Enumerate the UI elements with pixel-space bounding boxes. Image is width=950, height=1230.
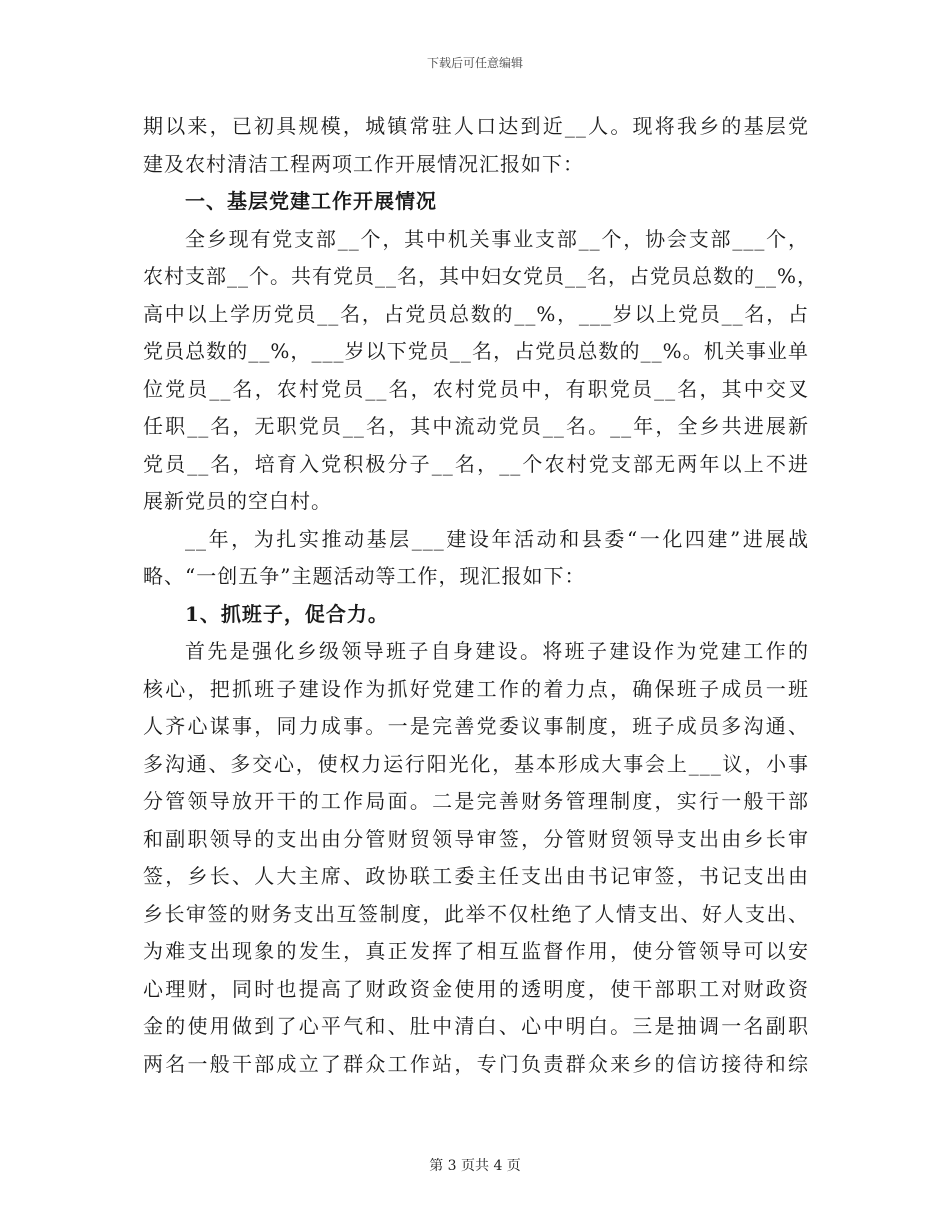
text-line: 为难支出现象的发生，真正发挥了相互监督作用，使分管领导可以安	[143, 939, 809, 963]
text-line: 两名一般干部成立了群众工作站，专门负责群众来乡的信访接待和综	[143, 1051, 809, 1076]
document-body	[143, 108, 819, 1083]
text-line: 党员__名，培育入党积极分子__名，__个农村党支部无两年以上不进	[143, 451, 809, 476]
text-line: 乡长审签的财务支出互签制度，此举不仅杜绝了人情支出、好人支出、	[143, 901, 809, 926]
text-line: 高中以上学历党员__名，占党员总数的__%，___岁以上党员__名，占	[143, 301, 809, 326]
text-line: 党员总数的__%，___岁以下党员__名，占党员总数的__%。机关事业单	[143, 339, 809, 363]
text-line: __年，为扎实推动基层___建设年活动和县委“一化四建”进展战	[185, 526, 809, 551]
text-line: 和副职领导的支出由分管财贸领导审签，分管财贸领导支出由乡长审	[143, 826, 809, 851]
text-line: 核心，把抓班子建设作为抓好党建工作的着力点，确保班子成员一班	[143, 676, 809, 701]
text-line: 建及农村清洁工程两项工作开展情况汇报如下：	[143, 151, 584, 176]
text-line: 多沟通、多交心，使权力运行阳光化，基本形成大事会上___议，小事	[143, 751, 809, 776]
section-heading: 一、基层党建工作开展情况	[185, 189, 437, 213]
text-line: 展新党员的空白村。	[143, 489, 332, 513]
text-line: 农村支部__个。共有党员__名，其中妇女党员__名，占党员总数的__%，	[143, 264, 819, 288]
text-line: 分管领导放开干的工作局面。二是完善财务管理制度，实行一般干部	[143, 789, 809, 813]
text-line: 略、“一创五争”主题活动等工作，现汇报如下：	[143, 564, 586, 588]
text-line: 心理财，同时也提高了财政资金使用的透明度，使干部职工对财政资	[143, 976, 809, 1001]
page-footer: 第 3 页共 4 页	[429, 1158, 521, 1174]
text-line: 签，乡长、人大主席、政协联工委主任支出由书记审签，书记支出由	[143, 864, 809, 888]
text-line: 首先是强化乡级领导班子自身建设。将班子建设作为党建工作的	[185, 639, 809, 663]
text-line: 任职__名，无职党员__名，其中流动党员__名。__年，全乡共进展新	[143, 414, 809, 438]
text-line: 全乡现有党支部__个，其中机关事业支部__个，协会支部___个，	[185, 226, 809, 251]
text-line: 期以来，已初具规模，城镇常驻人口达到近__人。现将我乡的基层党	[143, 114, 809, 138]
text-line: 人齐心谋事，同力成事。一是完善党委议事制度，班子成员多沟通、	[143, 714, 809, 738]
page-header: 下载后可任意编辑	[426, 56, 523, 70]
text-line: 金的使用做到了心平气和、肚中清白、心中明白。三是抽调一名副职	[143, 1014, 809, 1038]
subsection-heading: 1、抓班子，促合力。	[185, 601, 389, 626]
text-line: 位党员__名，农村党员__名，农村党员中，有职党员__名，其中交叉	[143, 376, 809, 401]
